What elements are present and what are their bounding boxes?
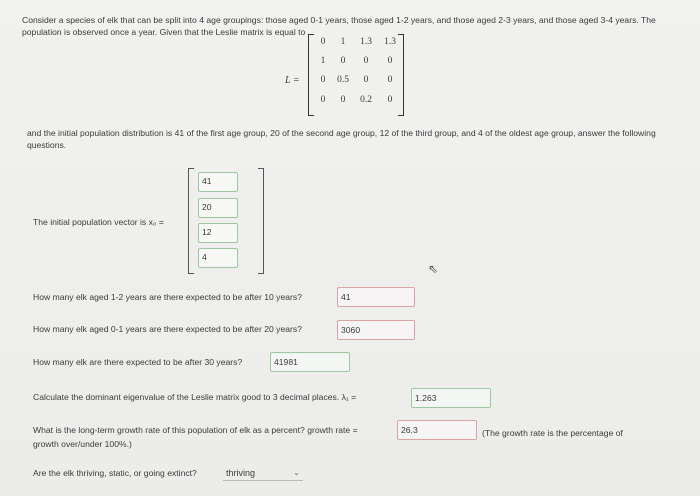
vector-input-4[interactable]: 4 <box>198 248 238 268</box>
vector-right-bracket <box>258 168 264 274</box>
matrix-cell: 0 <box>387 56 393 66</box>
matrix-cell: 0 <box>387 95 393 105</box>
chevron-down-icon: ⌄ <box>293 468 300 477</box>
initial-vector <box>188 168 264 272</box>
matrix-cell: 0.5 <box>337 75 349 85</box>
matrix-cell: 0 <box>340 56 346 66</box>
question-1-text: How many elk aged 1-2 years are there expected to be after 10 years? <box>33 292 302 302</box>
answer-3-input[interactable]: 41981 <box>270 352 350 372</box>
vector-input-3[interactable]: 12 <box>198 223 238 243</box>
matrix-cell: 0 <box>363 75 369 85</box>
answer-2-input[interactable]: 3060 <box>337 320 415 340</box>
question-5-text: What is the long-term growth rate of this population of elk as a percent? growth rate = <box>33 425 358 435</box>
leslie-matrix <box>308 34 404 114</box>
matrix-cell: 0 <box>387 75 393 85</box>
matrix-cell: 1 <box>340 37 346 47</box>
matrix-cell: 0 <box>320 95 326 105</box>
mouse-cursor-icon: ⇖ <box>428 262 439 276</box>
vector-left-bracket <box>188 168 194 274</box>
growth-rate-hint: (The growth rate is the percentage of <box>482 428 623 438</box>
answer-5-input[interactable]: 26.3 <box>397 420 477 440</box>
question-6-text: Are the elk thriving, static, or going extinct? <box>33 468 197 478</box>
vector-input-2[interactable]: 20 <box>198 198 238 218</box>
matrix-cell: 0 <box>340 95 346 105</box>
initial-distribution-text: and the initial population distribution is 41 of the first age group, 20 of the second age group, 12 of the third group, and 4 of the oldest age group, answer the following questions. <box>27 128 656 150</box>
matrix-cell: 1.3 <box>384 37 396 47</box>
answer-1-input[interactable]: 41 <box>337 287 415 307</box>
matrix-cell: 1.3 <box>360 37 372 47</box>
matrix-label: L = <box>285 75 300 86</box>
matrix-cell: 0 <box>320 75 326 85</box>
question-5-text-cont: growth over/under 100%.) <box>33 439 132 449</box>
vector-label: The initial population vector is x₀ = <box>33 217 164 227</box>
matrix-cell: 1 <box>320 56 326 66</box>
answer-4-input[interactable]: 1.263 <box>411 388 491 408</box>
thriving-select[interactable] <box>223 465 303 481</box>
select-value: thriving <box>226 468 256 478</box>
matrix-cell: 0.2 <box>360 95 372 105</box>
problem-intro: Consider a species of elk that can be split into 4 age groupings: those aged 0-1 years, those aged 1-2 years, and those aged 2-3 years, and those aged 3-4 years. The population is observed once a year. Given that the Leslie matrix is equal to <box>22 15 656 37</box>
question-2-text: How many elk aged 0-1 years are there expected to be after 20 years? <box>33 324 302 334</box>
vector-input-1[interactable]: 41 <box>198 172 238 192</box>
question-4-text: Calculate the dominant eigenvalue of the Leslie matrix good to 3 decimal places. λ₁ = <box>33 392 357 402</box>
matrix-cell: 0 <box>320 37 326 47</box>
matrix-cell: 0 <box>363 56 369 66</box>
question-3-text: How many elk are there expected to be after 30 years? <box>33 357 243 367</box>
